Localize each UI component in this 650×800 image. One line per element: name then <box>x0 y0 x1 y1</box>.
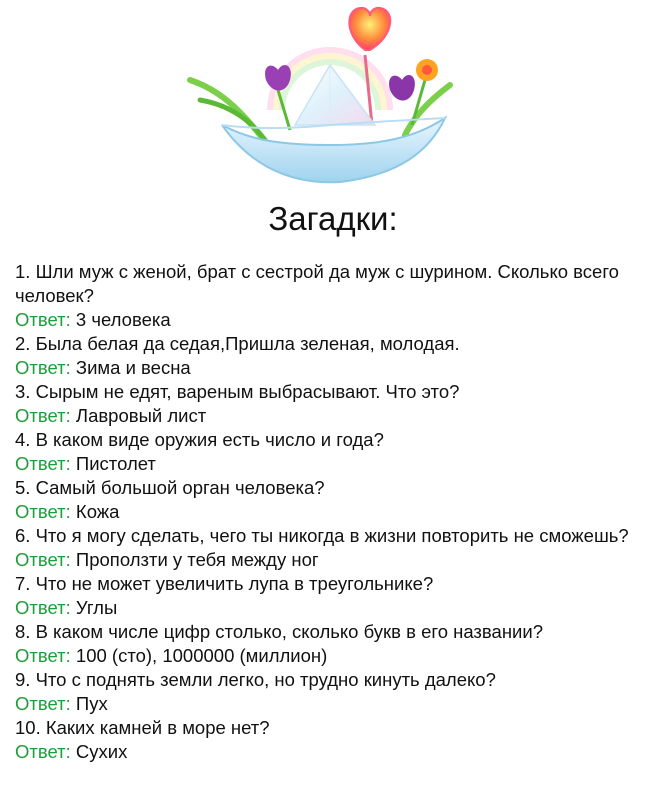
riddle-list <box>15 260 640 764</box>
riddle-question: 5. Самый большой орган человека? <box>15 477 325 498</box>
answer-label: Ответ: <box>15 501 71 522</box>
answer-label: Ответ: <box>15 453 71 474</box>
riddle-question: 9. Что с поднять земли легко, но трудно кинуть далеко? <box>15 669 496 690</box>
paper-boat-illustration <box>180 0 470 195</box>
answer-label: Ответ: <box>15 405 71 426</box>
riddle-answer <box>15 548 640 572</box>
riddle-question: 1. Шли муж с женой, брат с сестрой да муж с шурином. Сколько всего человек? <box>15 261 619 306</box>
answer-label: Ответ: <box>15 597 71 618</box>
riddle-answer <box>15 692 640 716</box>
answer-text: Пух <box>75 693 108 714</box>
riddle-answer <box>15 740 640 764</box>
paper-boat-flowers-icon <box>180 0 470 195</box>
answer-label: Ответ: <box>15 309 71 330</box>
answer-text: Зима и весна <box>75 357 191 378</box>
answer-label: Ответ: <box>15 357 71 378</box>
riddle-answer <box>15 404 640 428</box>
riddle-answer <box>15 452 640 476</box>
answer-text: Сухих <box>75 741 128 762</box>
answer-text: Проползти у тебя между ног <box>75 549 319 570</box>
answer-text: Пистолет <box>75 453 156 474</box>
riddle-question: 2. Была белая да седая,Пришла зеленая, молодая. <box>15 333 460 354</box>
riddle-question: 3. Сырым не едят, вареным выбрасывают. Что это? <box>15 381 460 402</box>
answer-label: Ответ: <box>15 549 71 570</box>
answer-label: Ответ: <box>15 741 71 762</box>
page-title: Загадки: <box>268 200 398 237</box>
riddle-answer <box>15 356 640 380</box>
riddle-answer <box>15 500 640 524</box>
answer-text: Лавровый лист <box>75 405 207 426</box>
riddle-question: 10. Каких камней в море нет? <box>15 717 270 738</box>
answer-text: Кожа <box>75 501 120 522</box>
riddle-question: 4. В каком виде оружия есть число и года? <box>15 429 384 450</box>
riddle-question: 6. Что я могу сделать, чего ты никогда в жизни повторить не сможешь? <box>15 525 629 546</box>
riddle-answer <box>15 308 640 332</box>
riddle-question: 8. В каком числе цифр столько, сколько букв в его названии? <box>15 621 543 642</box>
answer-label: Ответ: <box>15 645 71 666</box>
riddle-answer <box>15 596 640 620</box>
riddle-answer <box>15 644 640 668</box>
riddle-question: 7. Что не может увеличить лупа в треугольнике? <box>15 573 434 594</box>
answer-text: Углы <box>75 597 118 618</box>
answer-text: 3 человека <box>75 309 171 330</box>
answer-text: 100 (сто), 1000000 (миллион) <box>75 645 328 666</box>
answer-label: Ответ: <box>15 693 71 714</box>
